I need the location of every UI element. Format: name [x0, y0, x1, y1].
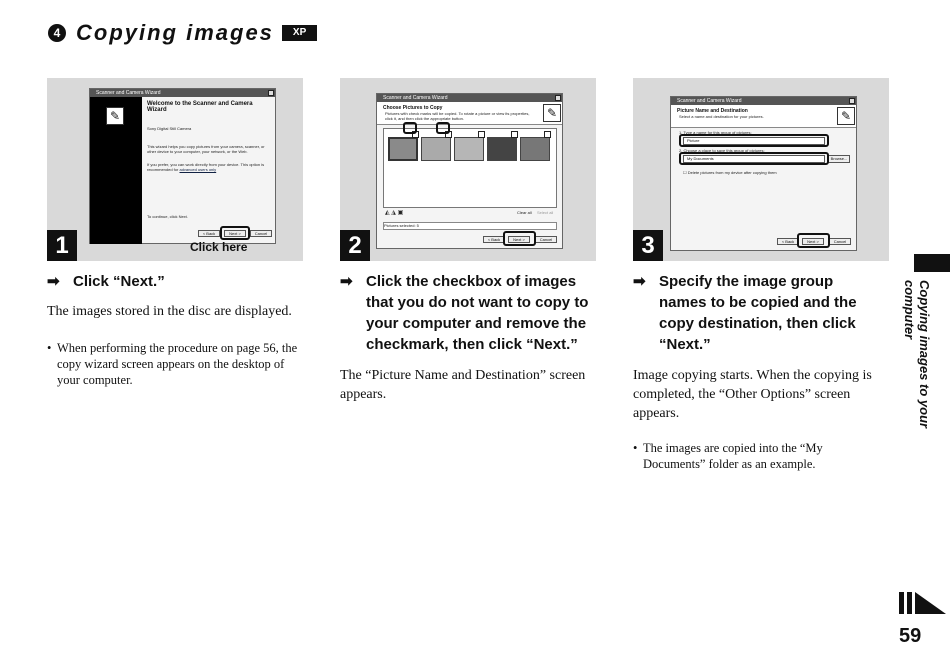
instruction-3: ➡ Specify the image group names to be copied and the copy destination, then click “Next.”: [633, 273, 857, 353]
next-highlight: [503, 231, 536, 246]
close-icon[interactable]: [555, 95, 561, 101]
rotate-icon[interactable]: ◭ ◮ ▣: [385, 210, 404, 216]
camera-wizard-icon: ✎: [543, 104, 561, 122]
step-number-circle: 4: [48, 24, 66, 42]
side-tab-marker: [914, 254, 950, 272]
cancel-button[interactable]: Cancel: [250, 230, 272, 237]
click-here-callout: Click here: [190, 240, 248, 254]
advanced-users-link[interactable]: advanced users only: [179, 167, 217, 172]
right-arrow-icon: ➡: [340, 273, 353, 290]
wizard-window-2: [376, 93, 563, 249]
section-heading: [48, 18, 317, 48]
next-button[interactable]: Next >: [508, 236, 530, 243]
window-title-bar: [377, 94, 562, 102]
back-button[interactable]: < Back: [198, 230, 220, 237]
instruction-1: ➡ Click “Next.”: [47, 273, 165, 290]
group-name-label: 1. Type a name for this group of pictures:: [679, 130, 752, 135]
window-title-bar: [671, 97, 856, 105]
next-highlight: [797, 233, 830, 248]
welcome-heading: Welcome to the Scanner and Camera Wizard: [147, 101, 253, 113]
destination-highlight: [679, 152, 829, 165]
bullet-icon: •: [47, 341, 52, 355]
delete-checkbox[interactable]: ☐ Delete pictures from my device after copying them: [683, 170, 777, 175]
screenshot-panel-3: [633, 78, 889, 261]
bullet-icon: •: [633, 441, 638, 455]
side-tab-label: Copying images to your computer: [902, 280, 932, 429]
destination-label: 2. Choose a place to save this group of pictures:: [679, 148, 765, 153]
cancel-button[interactable]: Cancel: [829, 238, 851, 245]
window-title: Scanner and Camera Wizard: [677, 98, 742, 104]
body-text-2: The “Picture Name and Destination” screen appears.: [340, 368, 586, 402]
window-title: Scanner and Camera Wizard: [96, 90, 161, 96]
group-name-highlight: [679, 134, 829, 147]
thumbnail[interactable]: [421, 137, 451, 161]
selection-status: Pictures selected: 5: [383, 222, 557, 230]
camera-wizard-icon: ✎: [837, 107, 855, 125]
body-text-1: The images stored in the disc are displayed.: [47, 304, 292, 319]
browse-button[interactable]: Browse...: [828, 155, 850, 163]
next-button[interactable]: Next >: [224, 230, 246, 237]
back-button[interactable]: < Back: [777, 238, 799, 245]
note-1: • When performing the procedure on page 56, the copy wizard screen appears on the desktop of your computer.: [47, 341, 298, 387]
screenshot-panel-1: [47, 78, 303, 261]
thumbnail-checkbox[interactable]: [511, 131, 518, 138]
destination-field[interactable]: My Documents: [683, 155, 825, 163]
wizard-description: This wizard helps you copy pictures from your camera, scanner, or other device to your computer, your network, or the Web.: [147, 144, 265, 154]
header-subtitle: Select a name and destination for your pictures.: [679, 114, 764, 119]
thumbnail-list: [383, 128, 557, 208]
continue-marker-icon: [899, 592, 946, 614]
next-highlight: [220, 226, 250, 240]
thumbnail[interactable]: [388, 137, 418, 161]
next-button[interactable]: Next >: [802, 238, 824, 245]
window-title-bar: [90, 89, 275, 97]
step-number: 3: [633, 230, 663, 261]
device-name: Sony Digital Still Camera: [147, 126, 192, 131]
wizard-preference-text: If you prefer, you can work directly from your device. This option is recommended for advanced users only: [147, 162, 265, 172]
continue-text: To continue, click Next.: [147, 214, 188, 219]
right-arrow-icon: ➡: [633, 273, 646, 290]
group-name-field[interactable]: Picture: [683, 137, 825, 145]
close-icon[interactable]: [849, 98, 855, 104]
close-icon[interactable]: [268, 90, 274, 96]
wizard-window-3: [670, 96, 857, 251]
thumbnail-checkbox[interactable]: [544, 131, 551, 138]
wizard-window-1: [89, 88, 276, 244]
screenshot-panel-2: [340, 78, 596, 261]
window-title: Scanner and Camera Wizard: [383, 95, 448, 101]
checkbox-highlight: [436, 122, 450, 134]
clear-all-button[interactable]: Clear all: [517, 210, 532, 215]
body-text-3: Image copying starts. When the copying is completed, the “Other Options” screen appears.: [633, 368, 872, 421]
wizard-header: [671, 105, 856, 128]
right-arrow-icon: ➡: [47, 273, 60, 290]
camera-wizard-icon: ✎: [106, 107, 124, 125]
xp-badge: XP: [282, 25, 317, 41]
page-number: 59: [899, 625, 922, 647]
instruction-2: ➡ Click the checkbox of images that you do not want to copy to your computer and remove the checkmark, then click “Next.”: [340, 273, 589, 353]
header-title: Choose Pictures to Copy: [383, 105, 443, 111]
thumbnail-checkbox[interactable]: [478, 131, 485, 138]
header-subtitle: Pictures with check marks will be copied. To rotate a picture or view its properties, click it, and then click the appropriate button.: [385, 111, 530, 121]
cancel-button[interactable]: Cancel: [535, 236, 557, 243]
step-number: 1: [47, 230, 77, 261]
header-title: Picture Name and Destination: [677, 108, 748, 114]
section-title: Copying images: [76, 20, 274, 45]
note-3: • The images are copied into the “My Documents” folder as an example.: [633, 441, 823, 471]
checkbox-highlight: [403, 122, 417, 134]
wizard-sidebar: [90, 97, 142, 244]
back-button[interactable]: < Back: [483, 236, 505, 243]
step-number: 2: [340, 230, 370, 261]
thumbnail[interactable]: [520, 137, 550, 161]
thumbnail[interactable]: [454, 137, 484, 161]
select-all-button[interactable]: Select all: [537, 210, 554, 215]
thumbnail[interactable]: [487, 137, 517, 161]
